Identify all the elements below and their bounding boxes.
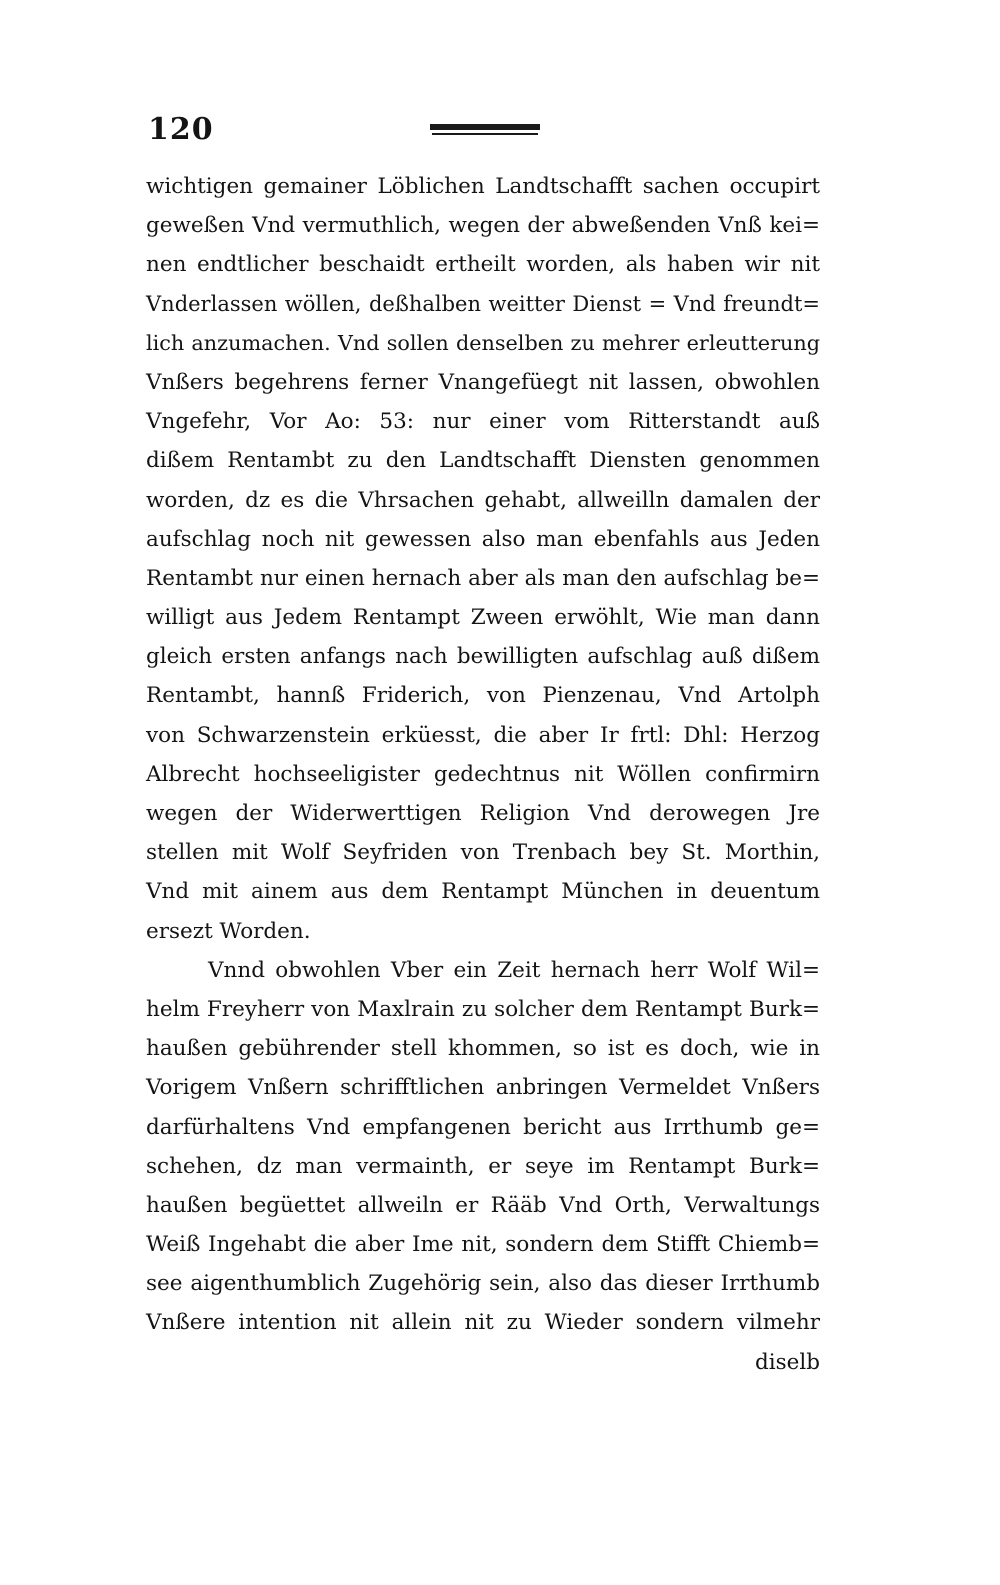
text-line: Rentambt nur einen hernach aber als man den aufschlag be= (146, 565, 820, 591)
ornament-bar-top (430, 124, 540, 130)
text-line: haußen gebührender stell khommen, so ist es doch, wie in (146, 1036, 820, 1062)
text-line: haußen begüettet allweiln er Rääb Vnd Orth, Verwaltungs (146, 1192, 820, 1218)
text-line: Vnderlassen wöllen, deßhalben weitter Dienst = Vnd freundt= (146, 291, 820, 316)
text-line: helm Freyherr von Maxlrain zu solcher dem Rentampt Burk= (146, 996, 820, 1022)
text-line: nen endtlicher beschaidt ertheilt worden, als haben wir nit (146, 252, 820, 278)
text-line: Vngefehr, Vor Ao: 53: nur einer vom Ritterstandt auß (146, 409, 820, 435)
text-line: darfürhaltens Vnd empfangenen bericht aus Irrthumb ge= (146, 1114, 820, 1140)
text-line: stellen mit Wolf Seyfriden von Trenbach bey St. Morthin, (146, 840, 820, 866)
text-line: willigt aus Jedem Rentampt Zween erwöhlt, Wie man dann (146, 605, 820, 631)
paragraph-end-line: ersezt Worden. (146, 918, 311, 944)
text-line: schehen, dz man vermainth, er seye im Rentampt Burk= (146, 1153, 820, 1179)
body-text (146, 167, 820, 1382)
catchword: diselb (754, 1349, 820, 1375)
text-line: Vnßers begehrens ferner Vnangefüegt nit lassen, obwohlen (146, 369, 820, 395)
text-line: Weiß Ingehabt die aber Ime nit, sondern dem Stifft Chiemb= (146, 1232, 820, 1258)
text-line: wichtigen gemainer Löblichen Landtschafft sachen occupirt (146, 174, 820, 199)
text-line: geweßen Vnd vermuthlich, wegen der abweßenden Vnß kei= (146, 213, 820, 239)
page-number: 120 (148, 112, 214, 147)
text-line: Albrecht hochseeligister gedechtnus nit Wöllen confirmirn (146, 761, 820, 787)
text-line: see aigenthumblich Zugehörig sein, also das dieser Irrthumb (146, 1271, 820, 1297)
text-line: Rentambt, hannß Friderich, von Pienzenau, Vnd Artolph (146, 683, 820, 709)
text-line: gleich ersten anfangs nach bewilligten aufschlag auß dißem (146, 644, 820, 670)
paragraph-start-line: Vnnd obwohlen Vber ein Zeit hernach herr Wolf Wil= (208, 957, 820, 983)
header-rule-ornament (430, 124, 540, 138)
text-line: dißem Rentambt zu den Landtschafft Diensten genommen (146, 448, 820, 474)
text-line: von Schwarzenstein erküesst, die aber Ir frtl: Dhl: Herzog (146, 722, 820, 748)
text-line: Vorigem Vnßern schrifftlichen anbringen Vermeldet Vnßers (146, 1075, 820, 1101)
text-line: wegen der Widerwerttigen Religion Vnd derowegen Jre (146, 801, 820, 826)
text-line: Vnd mit ainem aus dem Rentampt München in deuentum (146, 879, 820, 905)
text-line: worden, dz es die Vhrsachen gehabt, allweilln damalen der (146, 487, 820, 513)
text-line: lich anzumachen. Vnd sollen denselben zu mehrer erleutterung (146, 330, 820, 355)
text-line: Vnßere intention nit allein nit zu Wieder sondern vilmehr (146, 1310, 820, 1336)
ornament-bar-bottom (432, 133, 538, 135)
text-line: aufschlag noch nit gewessen also man ebenfahls aus Jeden (146, 526, 820, 552)
